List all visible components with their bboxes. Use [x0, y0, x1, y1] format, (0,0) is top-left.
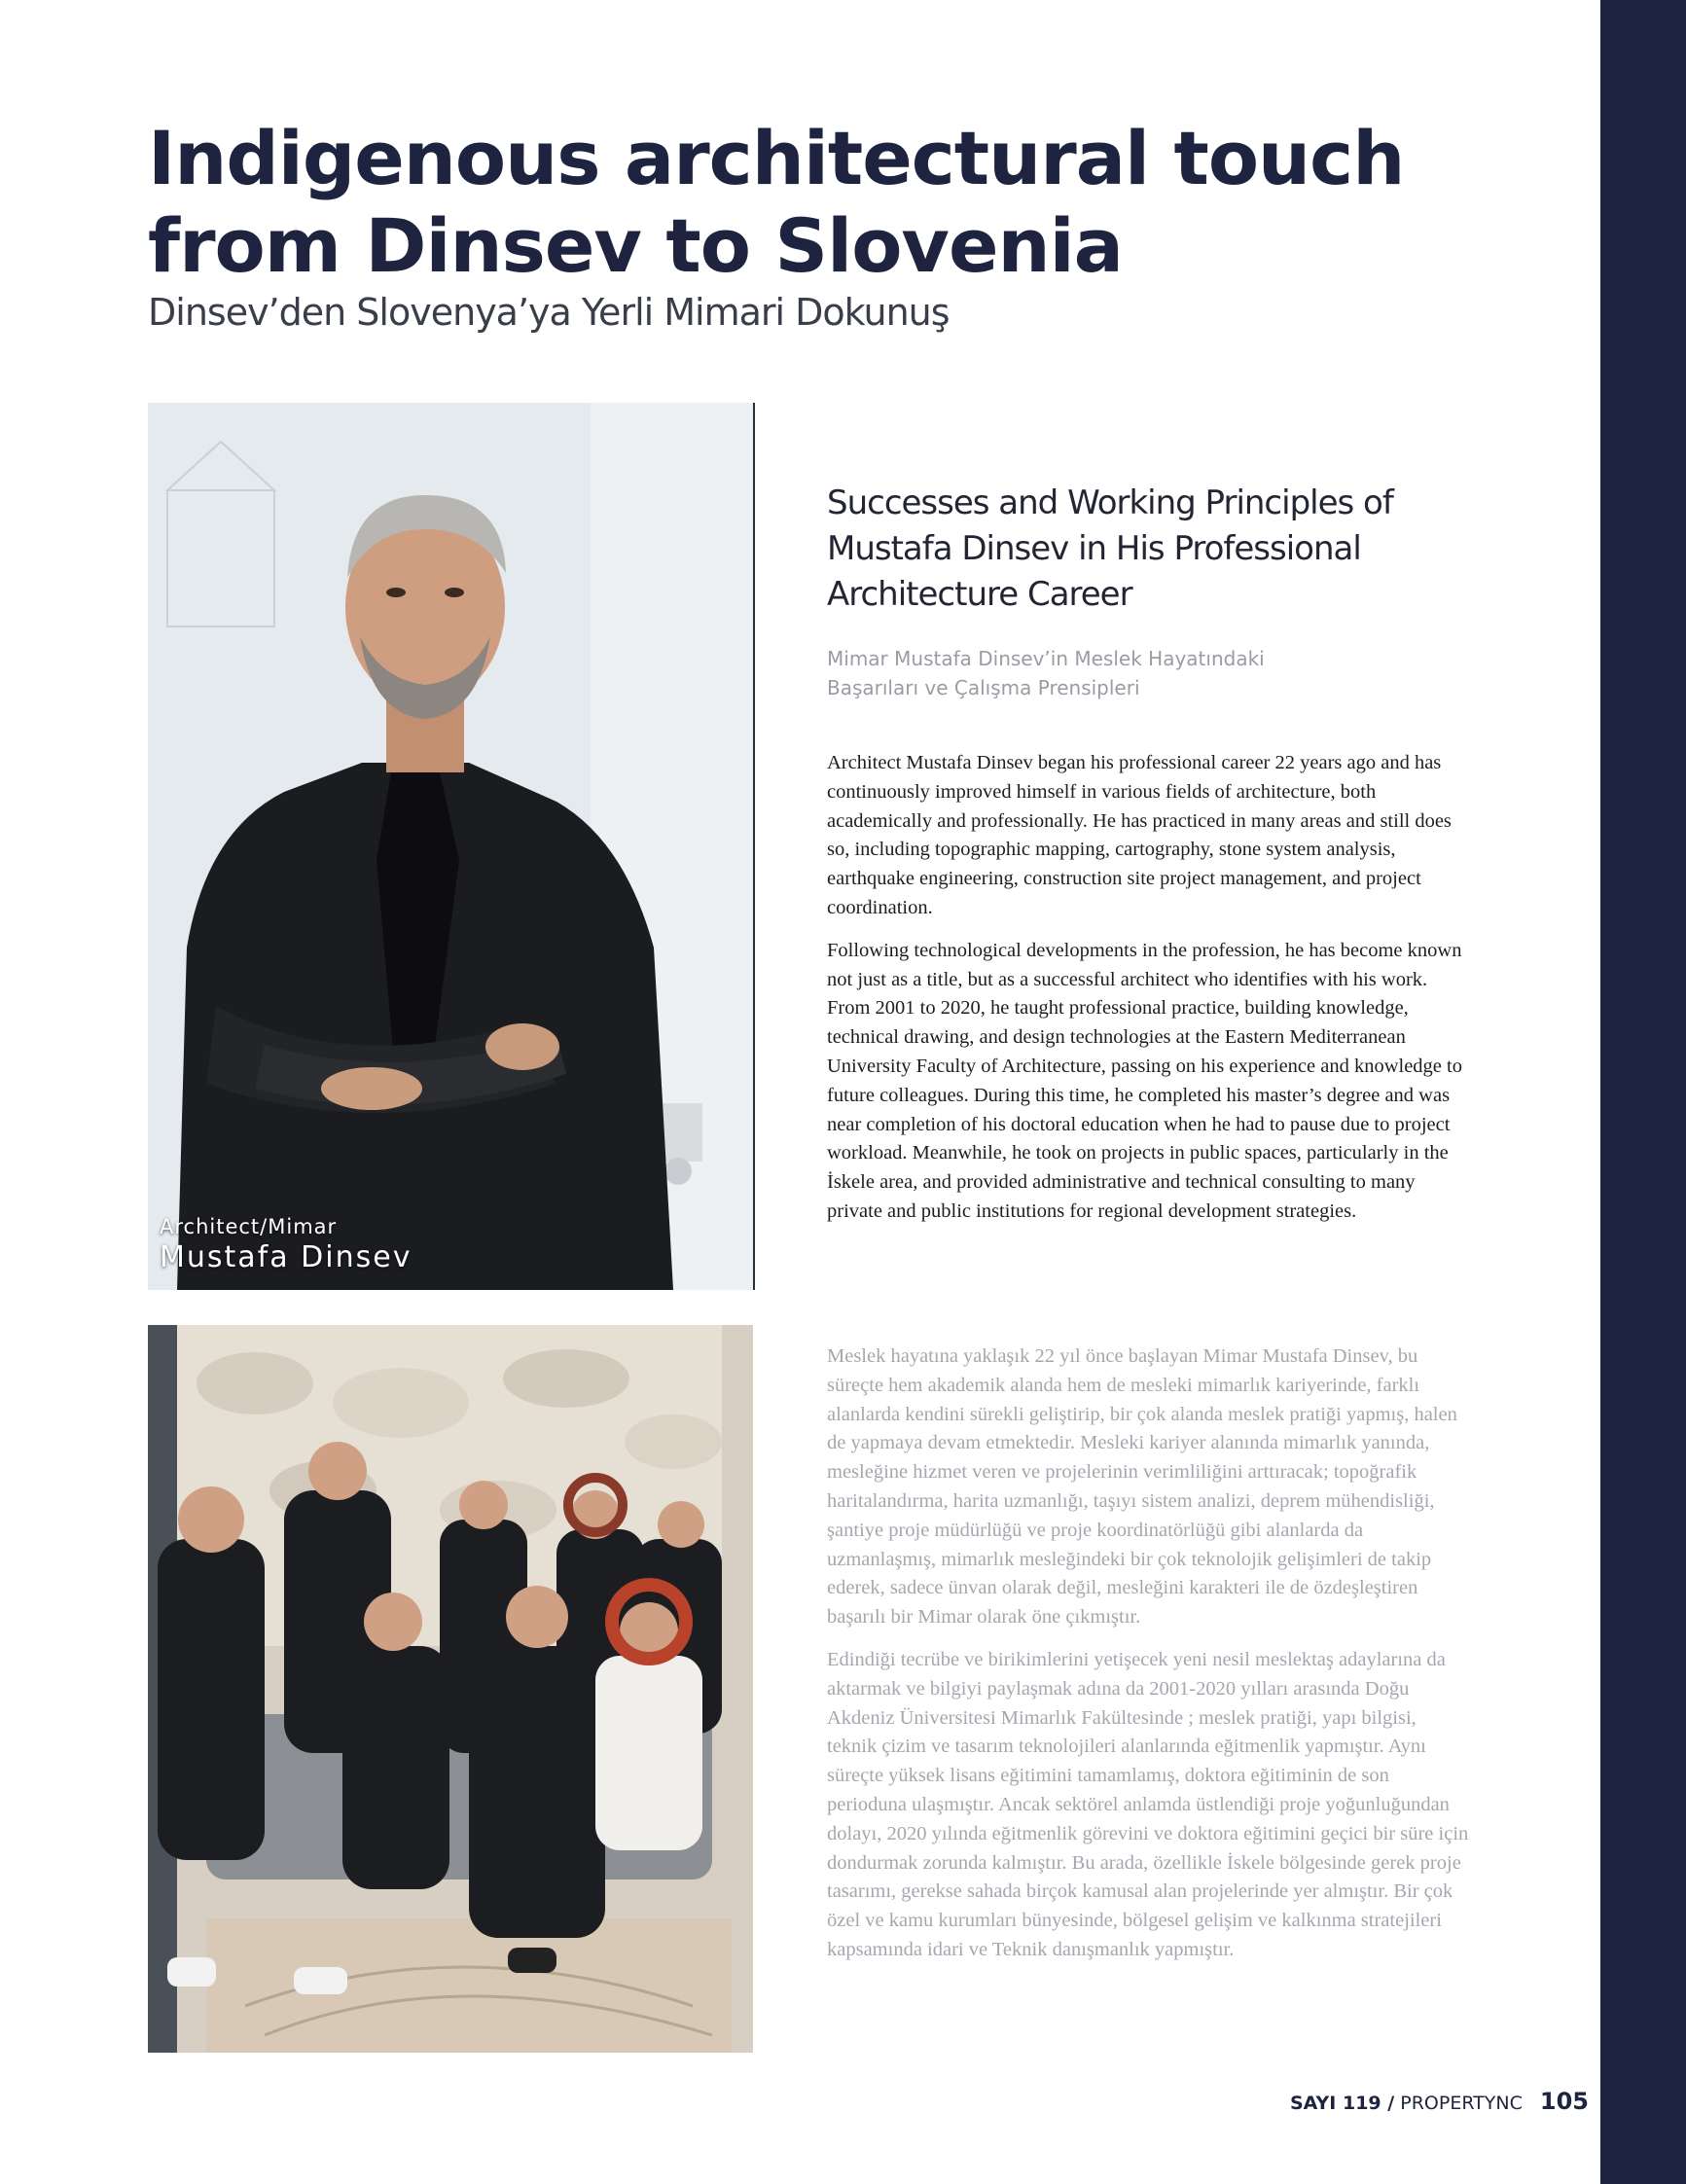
section-heading-line: Successes and Working Principles of	[827, 483, 1393, 522]
portrait-photo	[148, 403, 755, 1290]
issue-label: SAYI 119 /	[1289, 2093, 1395, 2114]
caption-name: Mustafa Dinsev	[160, 1240, 413, 1274]
magazine-name: PROPERTYNC	[1400, 2093, 1523, 2114]
section-heading-line: Architecture Career	[827, 575, 1132, 614]
portrait-caption	[160, 1214, 412, 1276]
body-turkish	[827, 1343, 1471, 1979]
team-photo	[148, 1325, 753, 2053]
paragraph: Architect Mustafa Dinsev began his professional career 22 years ago and has continuously improved himself in various fields of architecture, both academically and professionally. He has practiced in many areas and still does so, including topographic mapping, cartography, stone system analysis, earthquake engineering, construction site project management, and project coordination.	[827, 752, 1452, 918]
paragraph: Following technological developments in the profession, he has become known not just as a title, but as a successful architect who identifies with his work. From 2001 to 2020, he taught professional practice, building knowledge, technical drawing, and design technologies at the Eastern Mediterranean University Faculty of Architecture, passing on his experience and knowledge to future colleagues. During this time, he completed his master’s degree and was near completion of his doctoral education when he had to pause due to project workload. Meanwhile, he took on projects in public spaces, particularly in the İskele area, and provided administrative and technical consulting to many private and public institutions for regional development strategies.	[827, 939, 1462, 1222]
section-subheading	[827, 644, 1411, 702]
section-heading	[827, 481, 1450, 618]
caption-role: Architect/Mimar	[160, 1215, 338, 1238]
section-subheading-line: Başarıları ve Çalışma Prensipleri	[827, 676, 1140, 699]
section-subheading-line: Mimar Mustafa Dinsev’in Meslek Hayatındaki	[827, 647, 1265, 670]
page-footer	[1290, 2088, 1589, 2115]
team-illustration	[148, 1325, 753, 2053]
article-title-line: from Dinsev to Slovenia	[148, 202, 1123, 289]
navy-side-bar	[1600, 0, 1686, 2184]
paragraph: Meslek hayatına yaklaşık 22 yıl önce başlayan Mimar Mustafa Dinsev, bu süreçte hem akademik alanda hem de mesleki mimarlık kariyerinde, farklı alanlarda kendini sürekli geliştirip, bir çok alanda meslek pratiği yapmış, halen de yapmaya devam etmektedir. Mesleki kariyer alanında mimarlık yanında, mesleğine hizmet veren ve projelerinin verimliliğini arttıracak; topoğrafik haritalandırma, harita uzmanlığı, taşıyı sistem analizi, deprem mühendisliği, şantiye proje müdürlüğü ve proje koordinatörlüğü gibi alanlarda da uzmanlaşmış, mimarlık mesleğindeki bir çok teknolojik gelişimleri de takip ederek, sadece ünvan olarak değil, mesleğini karakteri ile de özdeşleştiren başarılı bir Mimar olarak öne çıkmıştır.	[827, 1345, 1457, 1629]
portrait-illustration	[148, 403, 753, 1290]
paragraph: Edindiği tecrübe ve birikimlerini yetişecek yeni nesil meslektaş adaylarına da aktarmak ve bilgiyi paylaşmak adına da 2001-2020 yılları arasında Doğu Akdeniz Üniversitesi Mimarlık Fakültesinde ; meslek pratiği, yapı bilgisi, teknik çizim ve tasarım teknolojileri alanlarında eğitmenlik yapmıştır. Aynı süreçte yüksek lisans eğitimini tamamlamış, doktora eğitiminin de son perioduna ulaşmıştır. Ancak sektörel anlamda üstlendiği proje yoğunluğundan dolayı, 2020 yılında eğitmenlik görevini ve doktora eğitimini geçici bir süre için dondurmak zorunda kalmıştır. Bu arada, özellikle İskele bölgesinde gerek proje tasarımı, gerekse sahada birçok kamusal alan projelerinde yer almıştır. Bir çok özel ve kamu kurumları bünyesinde, bölgesel gelişim ve kalkınma stratejileri kapsamında idari ve Teknik danışmanlık yapmıştır.	[827, 1648, 1469, 1960]
body-english	[827, 749, 1471, 1240]
article-title	[148, 115, 1413, 290]
article-subtitle: Dinsev’den Slovenya’ya Yerli Mimari Dokunuş	[148, 291, 950, 334]
section-heading-line: Mustafa Dinsev in His Professional	[827, 529, 1361, 568]
page-number: 105	[1539, 2088, 1589, 2115]
article-title-line: Indigenous architectural touch	[148, 115, 1405, 201]
